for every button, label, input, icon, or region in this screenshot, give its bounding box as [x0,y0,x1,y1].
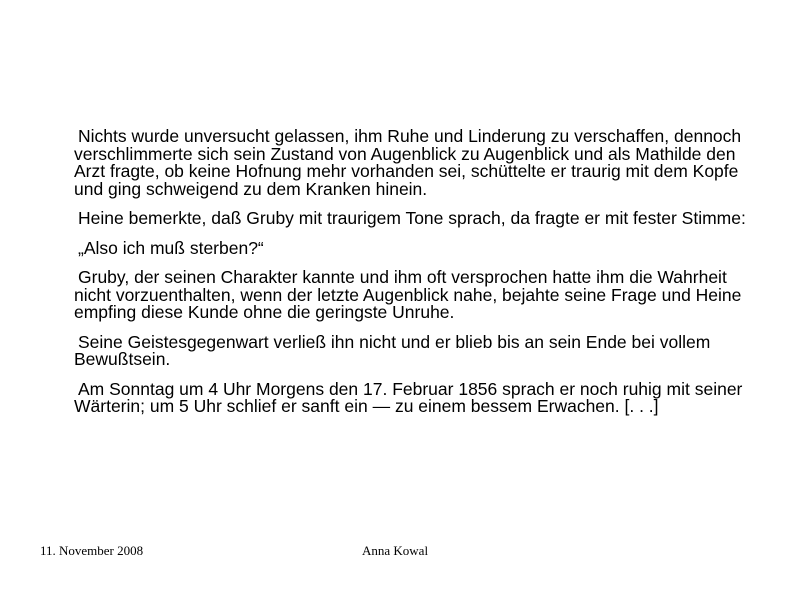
footer-date: 11. November 2008 [40,543,144,558]
paragraph-5: Seine Geistesgegenwart verließ ihn nicht und er blieb bis an sein Ende bei vollem Bewußtsein. [74,331,711,369]
paragraph-4: Gruby, der seinen Charakter kannte und ihm oft versprochen hatte ihm die Wahrheit nicht vorzuenthalten, wenn der letzte Augenblick nahe, bejahte seine Frage und Heine empfing diese Kunde ohne die geringste Unruhe. [74,267,742,322]
paragraph-2: Heine bemerkte, daß Gruby mit traurigem Tone sprach, da fragte er mit fester Stimme: [78,208,746,228]
slide-body [74,128,764,428]
paragraph-3: „Also ich muß sterben?“ [78,237,264,258]
paragraph-6: Am Sonntag um 4 Uhr Morgens den 17. Februar 1856 sprach er noch ruhig mit seiner Wärterin; um 5 Uhr schlief er sanft ein — zu einem bessem Erwachen. [. . .] [74,378,743,416]
footer-author: Anna Kowal [362,543,429,558]
paragraph-1: Nichts wurde unversucht gelassen, ihm Ruhe und Linderung zu verschaffen, dennoch verschlimmerte sich sein Zustand von Augenblick zu Augenblick und als Mathilde den Arzt fragte, ob keine Hofnung mehr vorhanden sei, schüttelte er traurig mit dem Kopfe und ging schweigend zu dem Kranken hinein. [74,126,742,199]
